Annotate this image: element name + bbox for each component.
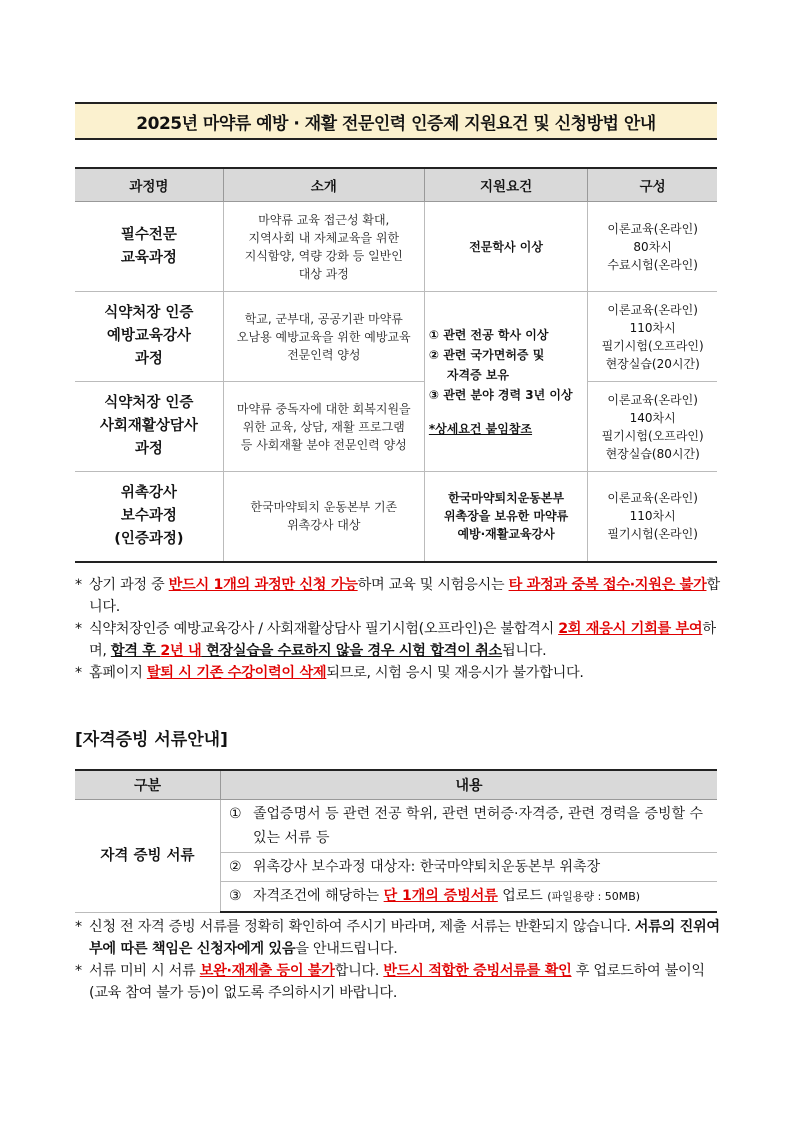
col-header-requirement: 지원요건	[424, 168, 587, 202]
course-intro: 마약류 중독자에 대한 회복지원을 위한 교육, 상담, 재활 프로그램 등 사회재활 분야 전문인력 양성	[223, 382, 424, 472]
note-item: * 식약처장인증 예방교육강사 / 사회재활상담사 필기시험(오프라인)은 불합격시 2회 재응시 기회를 부여하며, 합격 후 2년 내 현장실습을 수료하지 않을 경우 시험 합격이 취소됩니다.	[75, 621, 716, 659]
course-requirement: 한국마약퇴치운동본부 위촉장을 보유한 마약류 예방·재활교육강사	[424, 472, 587, 562]
course-name: 식약처장 인증 사회재활상담사 과정	[75, 382, 223, 472]
document-item: ③ 자격조건에 해당하는 단 1개의 증빙서류 업로드 (파일용량 : 50MB)	[221, 882, 718, 913]
col-header-content: 내용	[221, 770, 718, 800]
documents-table	[75, 769, 717, 913]
document-label: 자격 증빙 서류	[75, 800, 221, 913]
course-composition: 이론교육(온라인) 140차시 필기시험(오프라인) 현장실습(80시간)	[588, 382, 717, 472]
requirement-note: *상세요건 붙임참조	[428, 421, 533, 436]
table-header-row	[75, 770, 717, 800]
note-item: * 서류 미비 시 서류 보완·재제출 등이 불가합니다. 반드시 적합한 증빙서류를 확인 후 업로드하여 불이익(교육 참여 불가 등)이 없도록 주의하시기 바랍니다.	[75, 963, 705, 1001]
table-header-row	[75, 168, 717, 202]
course-requirement: 전문학사 이상	[424, 202, 587, 292]
shared-requirement: ① 관련 전공 학사 이상 ② 관련 국가면허증 및 자격증 보유 ③ 관련 분야 경력 3년 이상 *상세요건 붙임참조	[424, 292, 587, 472]
course-composition: 이론교육(온라인) 80차시 수료시험(온라인)	[588, 202, 717, 292]
notes-documents	[75, 916, 720, 1004]
col-header-course: 과정명	[75, 168, 223, 202]
notes-course	[75, 574, 720, 684]
table-row	[75, 800, 717, 853]
col-header-composition: 구성	[588, 168, 717, 202]
course-table	[75, 167, 717, 563]
note-item: * 신청 전 자격 증빙 서류를 정확히 확인하여 주시기 바라며, 제출 서류는 반환되지 않습니다. 서류의 진위여부에 따른 책임은 신청자에게 있음을 안내드립니다.	[75, 919, 720, 957]
document-item: ② 위촉강사 보수과정 대상자: 한국마약퇴치운동본부 위촉장	[221, 853, 718, 882]
table-row	[75, 202, 717, 292]
table-row	[75, 382, 717, 472]
course-composition: 이론교육(온라인) 110차시 필기시험(온라인)	[588, 472, 717, 562]
page-title: 2025년 마약류 예방 · 재활 전문인력 인증제 지원요건 및 신청방법 안내	[75, 102, 717, 140]
course-name: 식약처장 인증 예방교육강사 과정	[75, 292, 223, 382]
section-title: [자격증빙 서류안내]	[75, 730, 228, 750]
col-header-intro: 소개	[223, 168, 424, 202]
note-item: * 홈페이지 탈퇴 시 기존 수강이력이 삭제되므로, 시험 응시 및 재응시가 불가합니다.	[75, 665, 584, 681]
course-intro: 한국마약퇴치 운동본부 기존 위촉강사 대상	[223, 472, 424, 562]
course-name: 필수전문 교육과정	[75, 202, 223, 292]
document-item: ① 졸업증명서 등 관련 전공 학위, 관련 면허증·자격증, 관련 경력을 증빙할 수 있는 서류 등	[221, 800, 718, 853]
note-item: * 상기 과정 중 반드시 1개의 과정만 신청 가능하며 교육 및 시험응시는 타 과정과 중복 접수·지원은 불가합니다.	[75, 577, 720, 615]
course-composition: 이론교육(온라인) 110차시 필기시험(오프라인) 현장실습(20시간)	[588, 292, 717, 382]
course-intro: 마약류 교육 접근성 확대, 지역사회 내 자체교육을 위한 지식함양, 역량 강화 등 일반인 대상 과정	[223, 202, 424, 292]
course-name: 위촉강사 보수과정 (인증과정)	[75, 472, 223, 562]
table-row	[75, 472, 717, 562]
table-row	[75, 292, 717, 382]
course-intro: 학교, 군부대, 공공기관 마약류 오남용 예방교육을 위한 예방교육 전문인력 양성	[223, 292, 424, 382]
col-header-category: 구분	[75, 770, 221, 800]
